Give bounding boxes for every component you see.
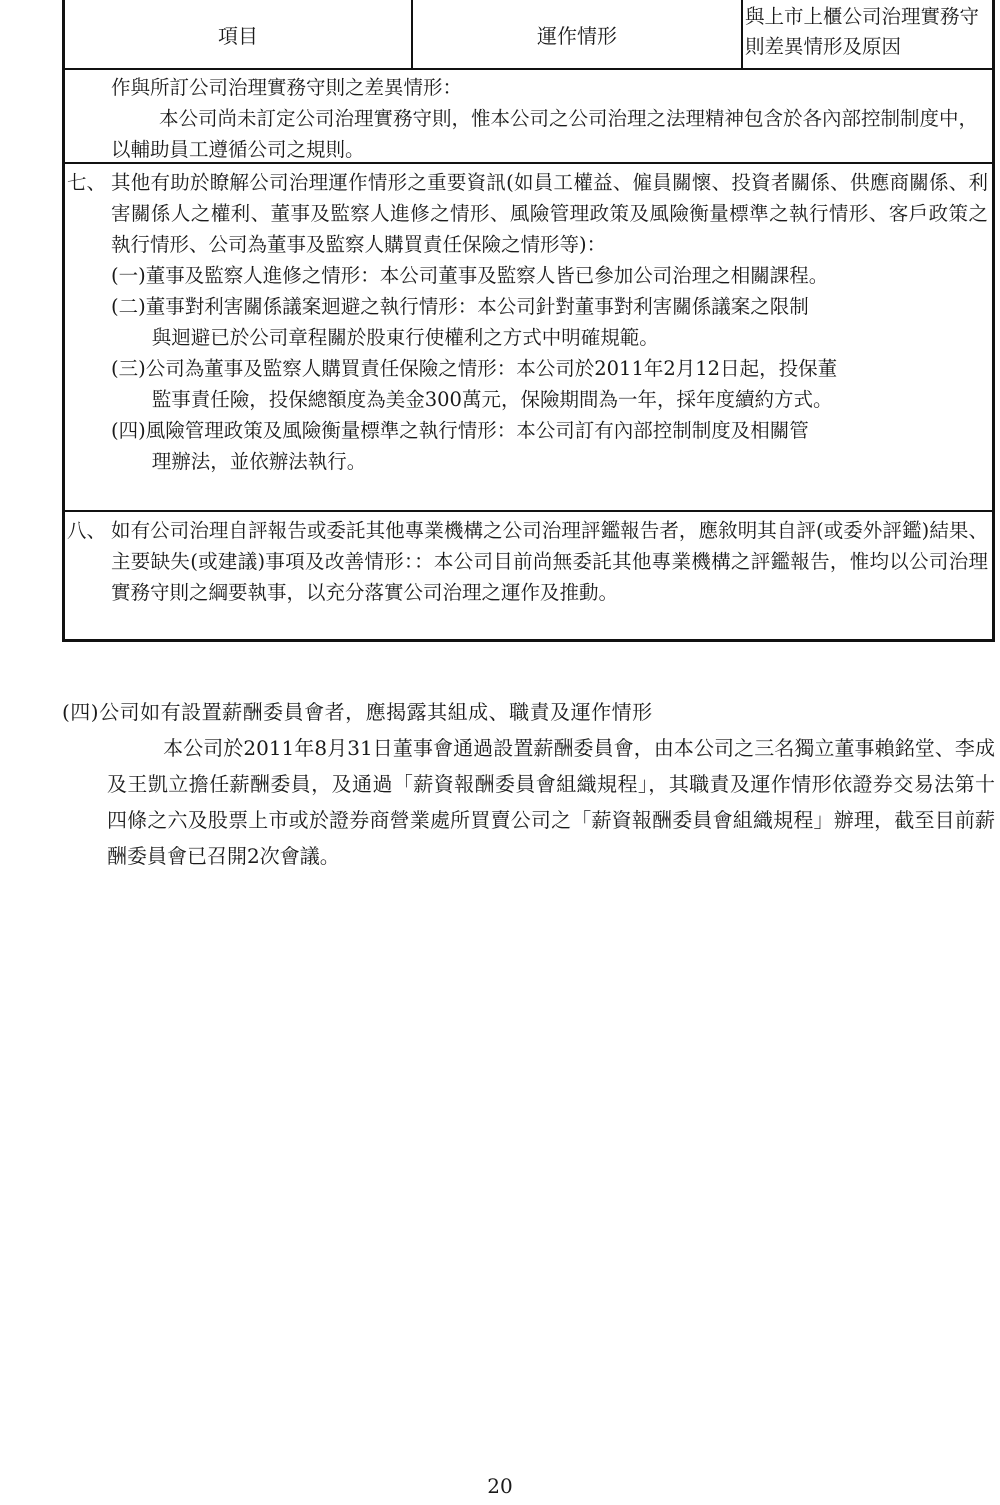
sub-item bbox=[111, 260, 992, 291]
sub-item-number: (二) bbox=[111, 295, 146, 318]
sub-item-number: (三) bbox=[111, 357, 146, 380]
section-four-title: (四)公司如有設置薪酬委員會者，應揭露其組成、職責及運作情形 bbox=[62, 700, 653, 724]
sub-item-number: (一) bbox=[111, 264, 146, 287]
sub-item-text: 董事對利害關係議案迴避之執行情形：本公司針對董事對利害關係議案之限制 bbox=[145, 295, 809, 318]
section-seven bbox=[65, 164, 992, 512]
header-difference: 與上市上櫃公司治理實務守則差異情形及原因 bbox=[745, 5, 980, 58]
section-seven-number: 七、 bbox=[67, 171, 107, 194]
sub-item-number: (四) bbox=[111, 419, 146, 442]
continuation-section bbox=[65, 70, 992, 164]
sub-item bbox=[111, 415, 992, 477]
header-item: 項目 bbox=[65, 0, 413, 68]
section-eight-text: 如有公司治理自評報告或委託其他專業機構之公司治理評鑑報告者，應敘明其自評(或委外評鑑)結果、主要缺失(或建議)事項及改善情形：：本公司目前尚無委託其他專業機構之評鑑報告，惟均以公司治理實務守則之綱要執事，以充分落實公司治理之運作及推動。 bbox=[111, 519, 988, 604]
sub-item bbox=[111, 353, 992, 415]
page-number: 20 bbox=[487, 1474, 513, 1498]
section-four-paragraph: 本公司於2011年8月31日董事會通過設置薪酬委員會，由本公司之三名獨立董事賴銘堂、李成及王凱立擔任薪酬委員，及通過「薪資報酬委員會組織規程」，其職責及運作情形依證券交易法第十四條之六及股票上市或於證券商營業處所買賣公司之「薪資報酬委員會組織規程」辦理，截至目前薪酬委員會已召開2次會議。 bbox=[107, 736, 995, 868]
table-header-row bbox=[65, 0, 992, 70]
continuation-paragraph: 本公司尚未訂定公司治理實務守則，惟本公司之公司治理之法理精神包含於各內部控制制度中，以輔助員工遵循公司之規則。 bbox=[111, 107, 979, 161]
sub-item-text: 董事及監察人進修之情形：本公司董事及監察人皆已參加公司治理之相關課程。 bbox=[145, 264, 829, 287]
sub-item-text: 風險管理政策及風險衡量標準之執行情形：本公司訂有內部控制制度及相關管 bbox=[145, 419, 809, 442]
section-seven-heading: 其他有助於瞭解公司治理運作情形之重要資訊(如員工權益、僱員關懷、投資者關係、供應商關係、利害關係人之權利、董事及監察人進修之情形、風險管理政策及風險衡量標準之執行情形、客戶政策之執行情形、公司為董事及監察人購買責任保險之情形等)： bbox=[111, 171, 988, 256]
governance-table bbox=[62, 0, 995, 642]
header-operation: 運作情形 bbox=[413, 0, 743, 68]
sub-item-continuation: 理辦法，並依辦法執行。 bbox=[151, 450, 367, 473]
section-four-body bbox=[107, 730, 995, 874]
sub-item-continuation: 與迴避已於公司章程關於股東行使權利之方式中明確規範。 bbox=[151, 326, 659, 349]
sub-item-text: 公司為董事及監察人購買責任保險之情形：本公司於2011年2月12日起，投保董 bbox=[145, 357, 838, 380]
sub-item bbox=[111, 291, 992, 353]
section-eight-number: 八、 bbox=[67, 519, 107, 542]
sub-item-continuation: 監事責任險，投保總額度為美金300萬元，保險期間為一年，採年度續約方式。 bbox=[151, 388, 833, 411]
continuation-line: 作與所訂公司治理實務守則之差異情形： bbox=[111, 76, 463, 99]
section-eight bbox=[65, 512, 992, 639]
